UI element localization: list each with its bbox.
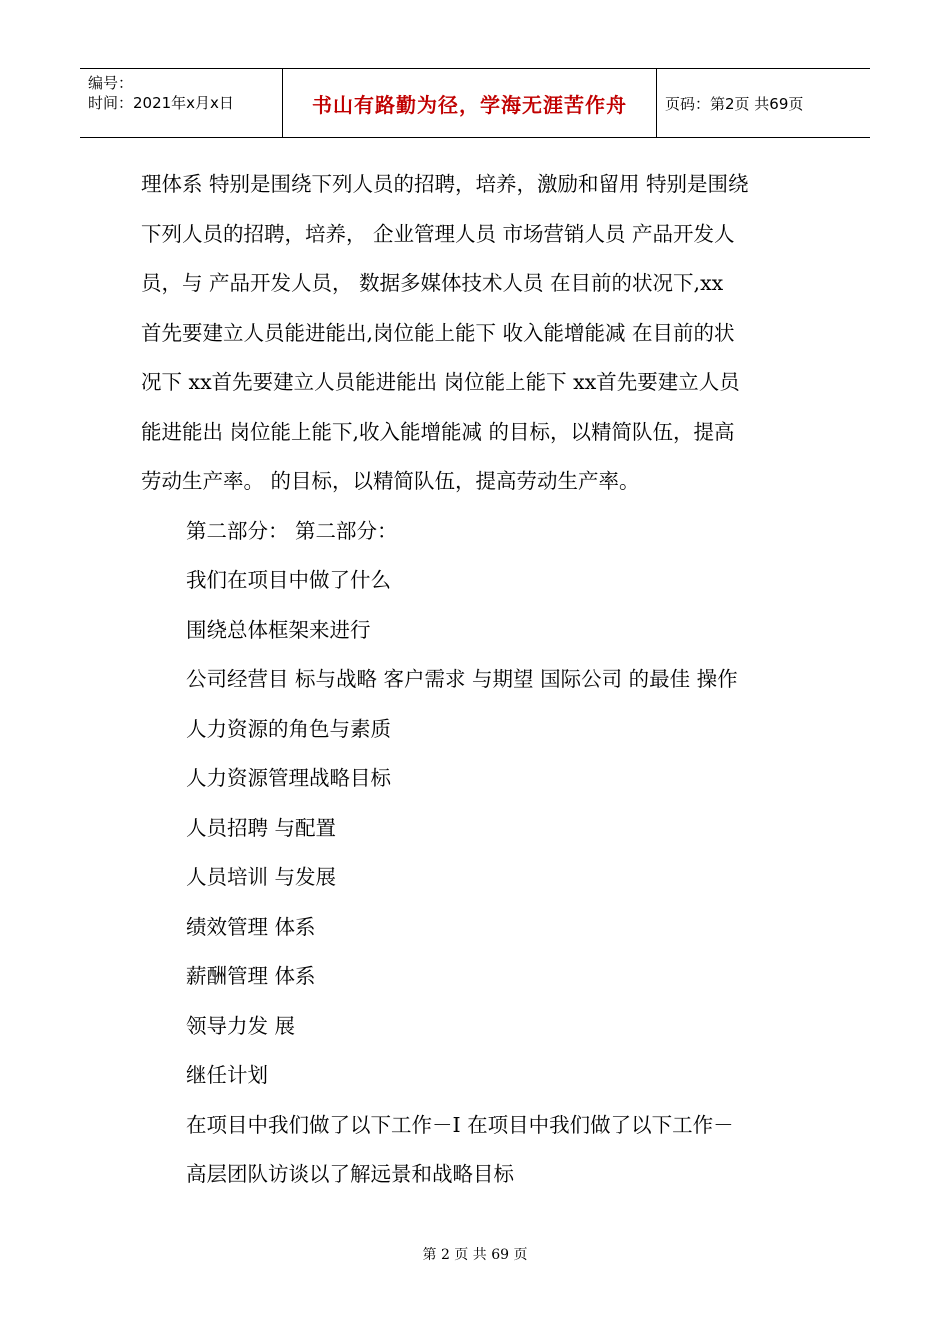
- body-line: 公司经营目 标与战略 客户需求 与期望 国际公司 的最佳 操作: [186, 667, 738, 691]
- list-item: 人力资源的角色与素质: [186, 716, 391, 741]
- list-item: 领导力发 展: [186, 1013, 296, 1038]
- body-line: 高层团队访谈以了解远景和战略目标: [186, 1162, 514, 1186]
- document-body: [141, 160, 821, 1200]
- body-line: 下列人员的招聘，培养， 企业管理人员 市场营销人员 产品开发人: [141, 221, 735, 246]
- list-item: 绩效管理 体系: [186, 914, 316, 939]
- body-line: 劳动生产率。 的目标，以精简队伍，提高劳动生产率。: [141, 469, 640, 493]
- list-item: 人力资源管理战略目标: [186, 766, 391, 790]
- header-motto: 书山有路勤为径，学海无涯苦作舟: [283, 69, 657, 137]
- body-line: 我们在项目中做了什么: [186, 568, 391, 592]
- body-line: 在项目中我们做了以下工作－Ⅰ 在项目中我们做了以下工作－: [186, 1112, 734, 1137]
- body-line: 况下 xx首先要建立人员能进能出 岗位能上能下 xx首先要建立人员: [141, 370, 740, 394]
- section-heading: 第二部分： 第二部分：: [186, 518, 398, 543]
- list-item: 人员培训 与发展: [186, 865, 337, 889]
- document-time-label: 时间：2021年x月x日: [88, 94, 234, 112]
- body-line: 员，与 产品开发人员， 数据多媒体技术人员 在目前的状况下,xx: [141, 271, 724, 295]
- body-line: 首先要建立人员能进能出,岗位能上能下 收入能增能减 在目前的状: [141, 320, 735, 345]
- header-meta: [80, 69, 283, 137]
- document-number-label: 编号：: [88, 74, 134, 92]
- page-header: [80, 68, 870, 138]
- body-line: 能进能出 岗位能上能下,收入能增能减 的目标，以精简队伍，提高: [141, 419, 735, 444]
- body-line: 理体系 特别是围绕下列人员的招聘，培养，激励和留用 特别是围绕: [141, 172, 749, 196]
- list-item: 继任计划: [186, 1063, 268, 1087]
- list-item: 薪酬管理 体系: [186, 964, 316, 988]
- body-line: 围绕总体框架来进行: [186, 617, 371, 642]
- header-page-info: 页码：第2页 共69页: [665, 94, 804, 113]
- list-item: 人员招聘 与配置: [186, 815, 337, 840]
- page-footer: 第 2 页 共 69 页: [422, 1247, 528, 1263]
